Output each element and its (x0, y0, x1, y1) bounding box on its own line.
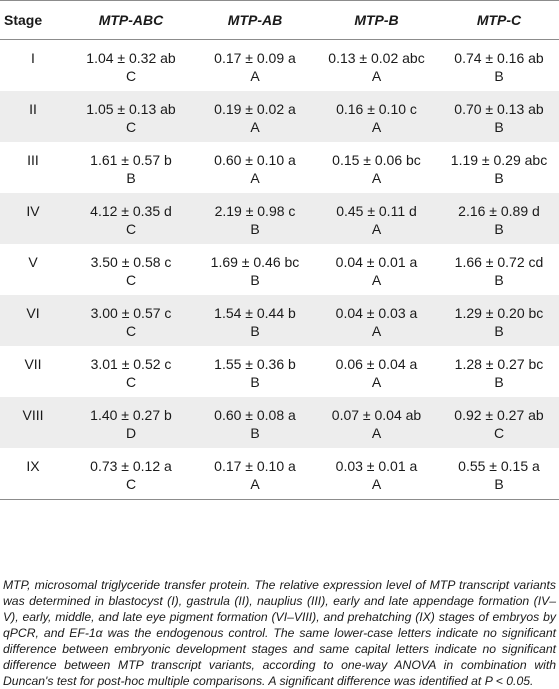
header-mtp-abc: MTP-ABC (66, 1, 196, 40)
mtp-abc-cell: 1.04 ± 0.32 ab C (86, 50, 176, 84)
stage-cell: III (27, 152, 39, 168)
mtp-c-cell: 1.29 ± 0.20 bc B (439, 295, 559, 346)
mtp-c-cell: 1.66 ± 0.72 cd B (454, 254, 544, 288)
mtp-b-cell: 0.16 ± 0.10 c A (314, 91, 439, 142)
mtp-b-cell: 0.13 ± 0.02 abc A (328, 50, 425, 84)
table-row (0, 448, 559, 499)
stage-cell: VI (0, 295, 66, 346)
mtp-abc-cell: 3.00 ± 0.57 c C (66, 295, 196, 346)
mtp-b-cell: 0.06 ± 0.04 a A (335, 356, 418, 390)
stage-cell: VII (24, 356, 42, 372)
header-mtp-c: MTP-C (439, 1, 559, 40)
table-row (0, 91, 559, 142)
header-stage: Stage (0, 1, 66, 40)
mtp-abc-cell: 4.12 ± 0.35 d C (66, 193, 196, 244)
table-row (0, 346, 559, 397)
stage-cell: V (28, 254, 38, 270)
table-row (0, 244, 559, 295)
mtp-b-cell: 0.03 ± 0.01 a A (335, 458, 418, 492)
table-row (0, 397, 559, 448)
mtp-abc-cell: 1.40 ± 0.27 b D (66, 397, 196, 448)
mtp-ab-cell: 0.17 ± 0.09 a A (214, 50, 296, 84)
stage-cell: VIII (0, 397, 66, 448)
mtp-ab-cell: 1.54 ± 0.44 b B (196, 295, 314, 346)
mtp-ab-cell: 1.55 ± 0.36 b B (214, 356, 296, 390)
mtp-ab-cell: 0.19 ± 0.02 a A (196, 91, 314, 142)
mtp-c-cell: 0.74 ± 0.16 ab B (454, 50, 544, 84)
mtp-c-cell: 0.92 ± 0.27 ab C (439, 397, 559, 448)
stage-cell: IX (26, 458, 40, 474)
header-row (0, 1, 559, 40)
table-row (0, 142, 559, 193)
stage-cell: IV (0, 193, 66, 244)
table-footnote: MTP, microsomal triglyceride transfer protein. The relative expression level of MTP transcript variants was determined in blastocyst (I), gastrula (II), nauplius (III), early and late appendage formation (IV–V), early, middle, and late eye pigment formation (VI–VIII), and prehatching (IX) stages of embryos by qPCR, and EF-1α was the endogenous control. The same lower-case letters indicate no significant difference between embryonic development stages and same capital letters indicate no significant difference between MTP transcript variants, according to one-way ANOVA in combination with Duncan's test for post-hoc multiple comparisons. A significant difference was identified at P < 0.05. (3, 578, 556, 688)
mtp-abc-cell: 3.01 ± 0.52 c C (90, 356, 172, 390)
mtp-b-cell: 0.04 ± 0.01 a A (335, 254, 418, 288)
mtp-b-cell: 0.15 ± 0.06 bc A (332, 152, 421, 186)
mtp-abc-cell: 3.50 ± 0.58 c C (90, 254, 172, 288)
mtp-c-cell: 2.16 ± 0.89 d B (439, 193, 559, 244)
mtp-ab-cell: 2.19 ± 0.98 c B (196, 193, 314, 244)
stage-cell: II (0, 91, 66, 142)
table-row (0, 193, 559, 244)
mtp-c-cell: 0.70 ± 0.13 ab B (439, 91, 559, 142)
stage-cell: I (31, 50, 35, 66)
mtp-c-cell: 1.28 ± 0.27 bc B (454, 356, 544, 390)
mtp-b-cell: 0.07 ± 0.04 ab A (314, 397, 439, 448)
mtp-c-cell: 1.19 ± 0.29 abc B (450, 152, 548, 186)
header-mtp-b: MTP-B (314, 1, 439, 40)
mtp-ab-cell: 0.60 ± 0.10 a A (214, 152, 296, 186)
mtp-c-cell: 0.55 ± 0.15 a B (458, 458, 540, 492)
mtp-abc-cell: 0.73 ± 0.12 a C (90, 458, 172, 492)
mtp-ab-cell: 1.69 ± 0.46 bc B (210, 254, 300, 288)
mtp-abc-cell: 1.61 ± 0.57 b B (90, 152, 172, 186)
expression-table (0, 1, 559, 499)
header-mtp-ab: MTP-AB (196, 1, 314, 40)
mtp-abc-cell: 1.05 ± 0.13 ab C (66, 91, 196, 142)
mtp-ab-cell: 0.17 ± 0.10 a A (214, 458, 296, 492)
mtp-ab-cell: 0.60 ± 0.08 a B (196, 397, 314, 448)
table-row (0, 295, 559, 346)
mtp-b-cell: 0.04 ± 0.03 a A (314, 295, 439, 346)
table-body (0, 40, 559, 500)
mtp-b-cell: 0.45 ± 0.11 d A (314, 193, 439, 244)
table-row (0, 40, 559, 92)
